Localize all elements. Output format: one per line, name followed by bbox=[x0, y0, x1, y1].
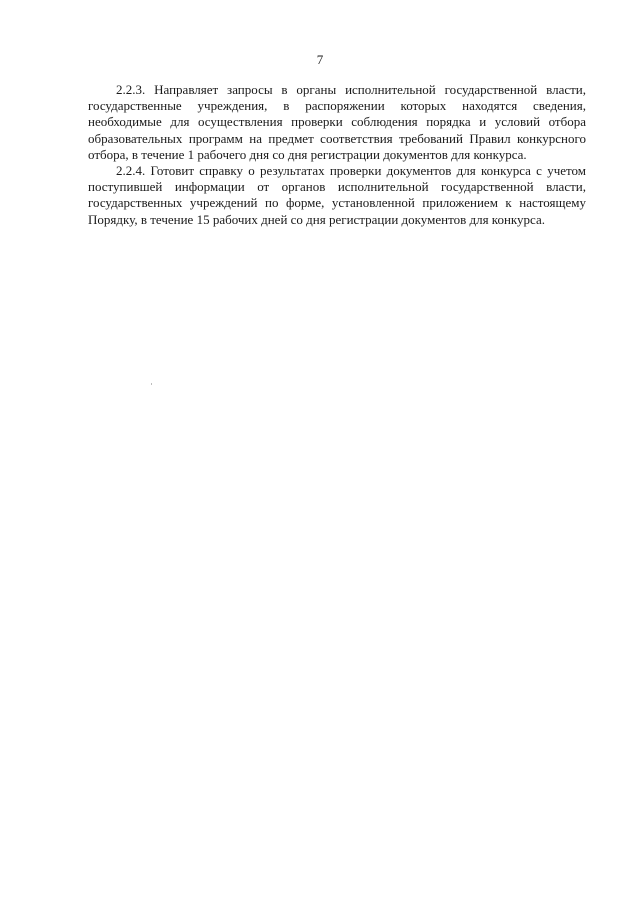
paragraph-line: поступившей информации от органов исполнительной государственной власти, bbox=[88, 179, 586, 195]
paragraph-line: образовательных программ на предмет соответствия требований Правил конкурсного bbox=[88, 130, 586, 146]
paragraph-line: 2.2.4. Готовит справку о результатах проверки документов для конкурса с учетом bbox=[116, 163, 586, 179]
paragraph-line: необходимые для осуществления проверки соблюдения порядка и условий отбора bbox=[88, 114, 586, 130]
paragraph-line: государственных учреждений по форме, установленной приложением к настоящему bbox=[88, 195, 586, 211]
paragraph-line: отбора, в течение 1 рабочего дня со дня регистрации документов для конкурса. bbox=[88, 146, 527, 162]
paragraph-line: Порядку, в течение 15 рабочих дней со дня регистрации документов для конкурса. bbox=[88, 211, 545, 227]
paragraph-2-2-3 bbox=[60, 82, 586, 163]
paragraph-line: государственные учреждения, в распоряжении которых находятся сведения, bbox=[88, 98, 586, 114]
paragraph-2-2-4 bbox=[60, 163, 586, 228]
scan-artifact bbox=[151, 383, 152, 385]
page-number: 7 bbox=[316, 52, 324, 67]
paragraph-line: 2.2.3. Направляет запросы в органы исполнительной государственной власти, bbox=[116, 82, 586, 97]
document-body bbox=[60, 82, 586, 228]
